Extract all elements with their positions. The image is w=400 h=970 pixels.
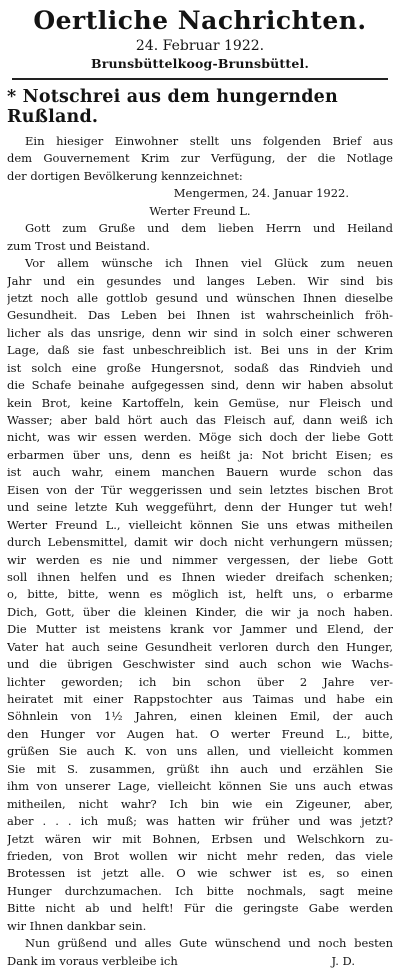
text-line: Vater hat auch seine Gesundheit verloren durch den Hunger, xyxy=(7,639,393,654)
text-line: Bitte nicht ab und helft! Für die geringste Gabe werden xyxy=(7,901,393,916)
text-line: Brotessen ist jetzt alle. O wie schwer ist es, so einen xyxy=(7,866,393,881)
text-line: wir Ihnen dankbar sein. xyxy=(7,918,147,933)
text-line: Mengermen, 24. Januar 1922. xyxy=(173,186,349,201)
text-line: Ein hiesiger Einwohner stellt uns folgenden Brief aus xyxy=(25,134,393,148)
text-line: Werter Freund L. xyxy=(149,203,251,218)
text-line: und seine letzte Kuh weggeführt, denn der Hunger tut weh! xyxy=(7,500,393,515)
text-line: zum Trost und Beistand. xyxy=(7,238,150,253)
text-line: Hunger durchzumachen. Ich bitte nochmals, sagt meine xyxy=(7,883,393,898)
text-line xyxy=(7,953,393,970)
text-line: soll ihnen helfen und es Ihnen wieder dreifach schenken; xyxy=(7,569,393,584)
text-line: Sie mit S. zusammen, grüßt ihn auch und erzählen Sie xyxy=(7,761,393,776)
text-line: Gesundheit. Das Leben bei Ihnen ist wahrscheinlich fröh- xyxy=(7,308,393,323)
text-line: licher als das unsrige, denn wir sind in solch einer schweren xyxy=(7,325,393,340)
text-line: Jetzt wären wir mit Bohnen, Erbsen und Welschkorn zu- xyxy=(7,831,393,846)
text-line: Jahr und ein gesundes und langes Leben. Wir sind bis xyxy=(7,273,393,288)
text-line: Söhnlein von 1½ Jahren, einen kleinen Emil, der auch xyxy=(7,709,393,724)
text-line: Lage, daß sie fast unbeschreiblich ist. Bei uns in der Krim xyxy=(7,343,393,358)
text-line: ihm von unserer Lage, vielleicht können Sie uns auch etwas xyxy=(7,779,393,794)
text-line: durch Lebensmittel, damit wir doch nicht verhungern müssen; xyxy=(7,535,393,550)
text-line: nicht, was wir essen werden. Möge sich doch der liebe Gott xyxy=(7,430,393,445)
article-title: * Notschrei aus dem hungernden Rußland. xyxy=(7,87,338,127)
divider-rule xyxy=(12,78,388,80)
text-line: die Schafe beinahe aufgegessen sind, denn wir haben absolut xyxy=(7,378,393,393)
issue-date: 24. Februar 1922. xyxy=(135,38,265,54)
text-line: o, bitte, bitte, wenn es möglich ist, helft uns, o erbarme xyxy=(7,587,393,602)
text-line: Die Mutter ist meistens krank vor Jammer und Elend, der xyxy=(7,622,393,637)
text-line: ist solch eine große Hungersnot, sodaß das Rindvieh und xyxy=(7,360,393,375)
text-line: dem Gouvernement Krim zur Verfügung, der die Notlage xyxy=(7,151,393,166)
text-line: Dich, Gott, über die kleinen Kinder, die wir ja noch haben. xyxy=(7,604,393,619)
signature: J. D. xyxy=(331,953,355,968)
closing-line: Dank im voraus verbleibe ich xyxy=(7,953,178,968)
text-line: grüßen Sie auch K. von uns allen, und vielleicht kommen xyxy=(7,744,393,759)
text-line: wir werden es nie und nimmer vergessen, der liebe Gott xyxy=(7,552,393,567)
text-line: und die übrigen Geschwister sind auch schon wie Wachs- xyxy=(7,657,393,672)
text-line: den Hunger vor Augen hat. O werter Freund L., bitte, xyxy=(7,726,393,741)
text-line: der dortigen Bevölkerung kennzeichnet: xyxy=(7,168,243,183)
section-masthead: Oertliche Nachrichten. xyxy=(33,6,367,35)
text-line: Werter Freund L., vielleicht können Sie uns etwas mitheilen xyxy=(7,517,393,532)
article-body xyxy=(7,133,393,970)
text-line: jetzt noch alle gottlob gesund und wünschen Ihnen dieselbe xyxy=(7,290,393,305)
text-line: aber . . . ich muß; was hatten wir früher und was jetzt? xyxy=(7,814,393,829)
locality-heading: Brunsbüttelkoog-Brunsbüttel. xyxy=(90,56,310,71)
text-line: frieden, von Brot wollen wir nicht mehr reden, das viele xyxy=(7,848,393,863)
text-line: ist auch wahr, einem manchen Bauern wurde schon das xyxy=(7,465,393,480)
text-line: Nun grüßend und alles Gute wünschend und noch besten xyxy=(25,936,393,951)
text-line: Wasser; aber bald hört auch das Fleisch auf, dann weiß ich xyxy=(7,413,393,427)
text-line: Eisen von der Tür weggerissen und sein letztes bischen Brot xyxy=(7,482,393,497)
text-line: mitheilen, nicht wahr? Ich bin wie ein Zigeuner, aber, xyxy=(7,796,393,811)
text-line: kein Brot, keine Kartoffeln, kein Gemüse, nur Fleisch und xyxy=(7,395,393,410)
text-line: Gott zum Gruße und dem lieben Herrn und Heiland xyxy=(25,221,393,236)
text-line: Vor allem wünsche ich Ihnen viel Glück zum neuen xyxy=(25,256,393,271)
text-line: heiratet mit einer Rappstochter aus Taimas und habe ein xyxy=(7,692,393,706)
text-line: lichter geworden; ich bin schon über 2 Jahre ver- xyxy=(7,674,393,689)
text-line: erbarmen über uns, denn es heißt ja: Not bricht Eisen; es xyxy=(7,447,393,462)
